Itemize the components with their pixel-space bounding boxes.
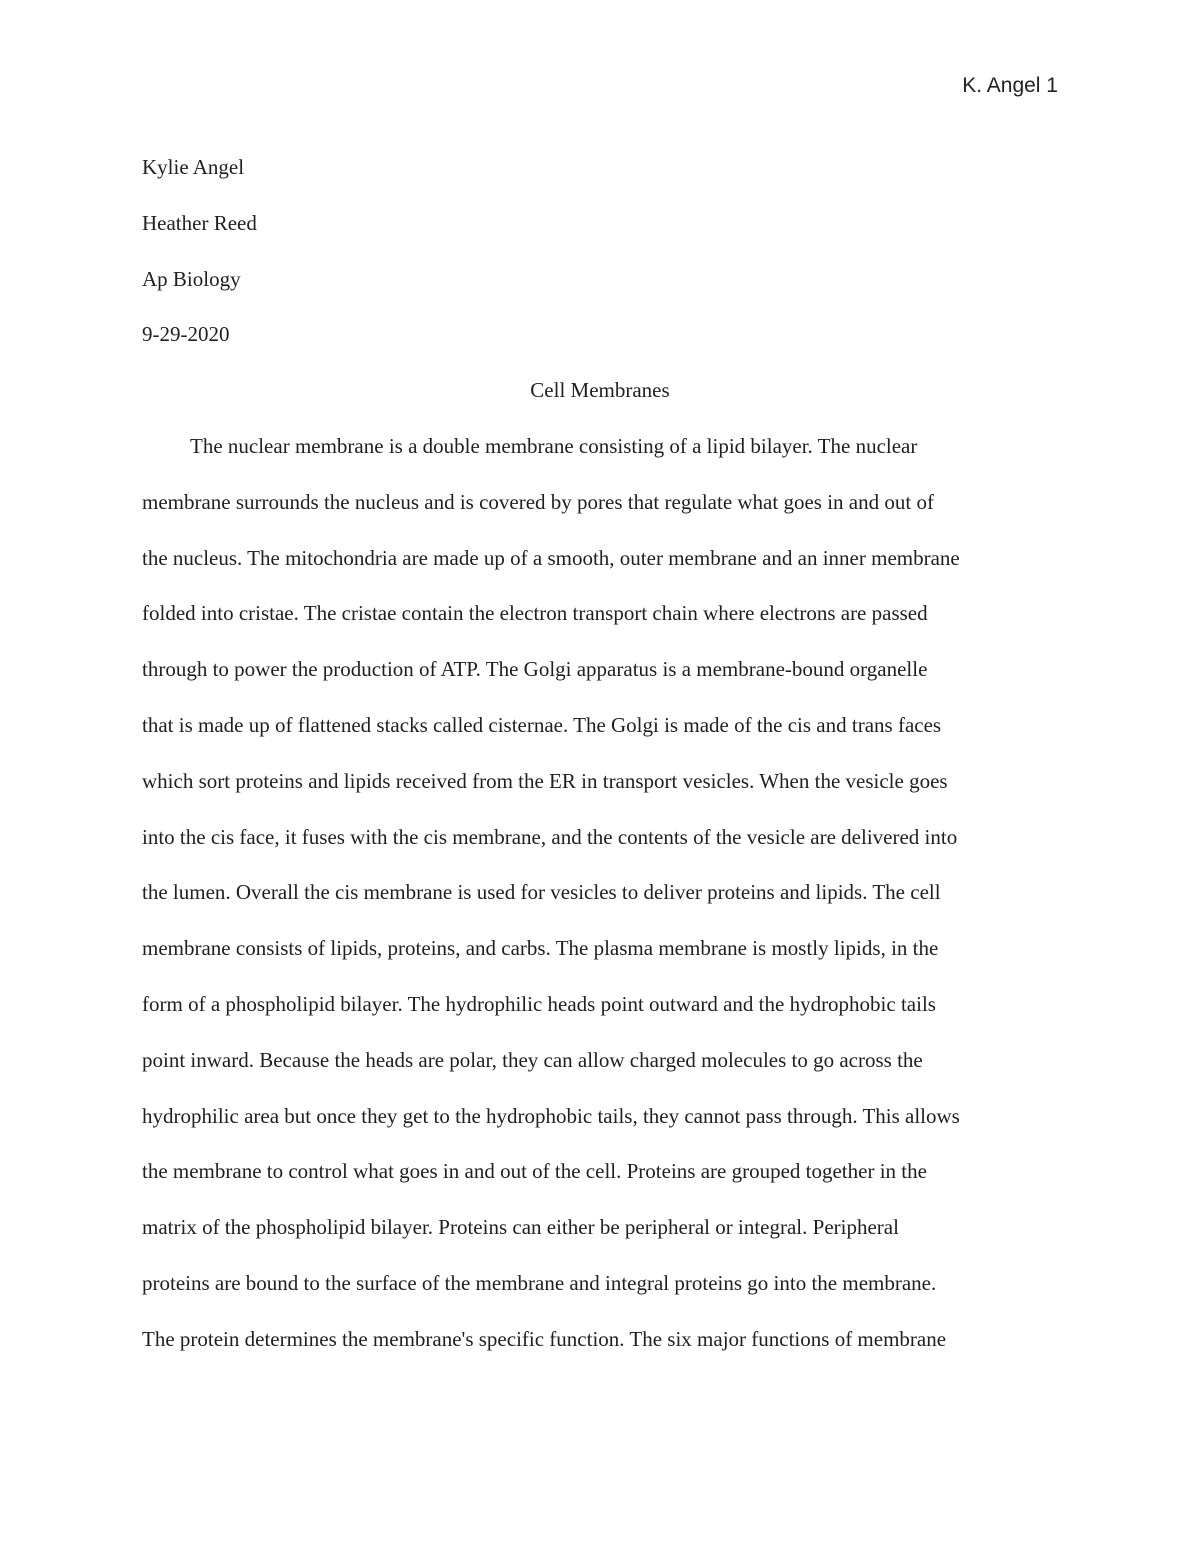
- body-line: The protein determines the membrane's specific function. The six major functions of membrane: [142, 1326, 947, 1351]
- body-line: which sort proteins and lipids received from the ER in transport vesicles. When the vesicle goes: [142, 768, 948, 793]
- body-line: through to power the production of ATP. The Golgi apparatus is a membrane-bound organelle: [142, 657, 928, 682]
- body-line: hydrophilic area but once they get to the hydrophobic tails, they cannot pass through. This allows: [142, 1103, 960, 1128]
- body-line: matrix of the phospholipid bilayer. Proteins can either be peripheral or integral. Peripheral: [142, 1215, 899, 1240]
- body-line: the membrane to control what goes in and out of the cell. Proteins are grouped together in the: [142, 1159, 927, 1184]
- document-title: Cell Membranes: [530, 378, 670, 403]
- body-line: that is made up of flattened stacks called cisternae. The Golgi is made of the cis and trans faces: [142, 712, 942, 737]
- document-content: [142, 140, 1058, 1368]
- body-line: membrane surrounds the nucleus and is covered by pores that regulate what goes in and out of: [142, 489, 934, 514]
- body-line: membrane consists of lipids, proteins, and carbs. The plasma membrane is mostly lipids, in the: [142, 936, 939, 961]
- body-line: point inward. Because the heads are polar, they can allow charged molecules to go across the: [142, 1047, 923, 1072]
- document-date: 9-29-2020: [142, 322, 230, 347]
- body-line: into the cis face, it fuses with the cis membrane, and the contents of the vesicle are delivered into: [142, 824, 958, 849]
- body-line: proteins are bound to the surface of the membrane and integral proteins go into the membrane.: [142, 1270, 937, 1295]
- student-name: Kylie Angel: [142, 155, 245, 179]
- page-header: K. Angel 1: [962, 74, 1058, 97]
- body-line: folded into cristae. The cristae contain the electron transport chain where electrons are passed: [142, 601, 928, 626]
- course-name: Ap Biology: [142, 266, 241, 291]
- body-line: the nucleus. The mitochondria are made up of a smooth, outer membrane and an inner membrane: [142, 545, 960, 570]
- body-paragraph: [142, 419, 1058, 1368]
- teacher-name: Heather Reed: [142, 210, 257, 235]
- body-line: form of a phospholipid bilayer. The hydrophilic heads point outward and the hydrophobic tails: [142, 991, 936, 1016]
- body-line: The nuclear membrane is a double membrane consisting of a lipid bilayer. The nuclear: [190, 433, 918, 458]
- body-line: the lumen. Overall the cis membrane is used for vesicles to deliver proteins and lipids. The cell: [142, 880, 941, 905]
